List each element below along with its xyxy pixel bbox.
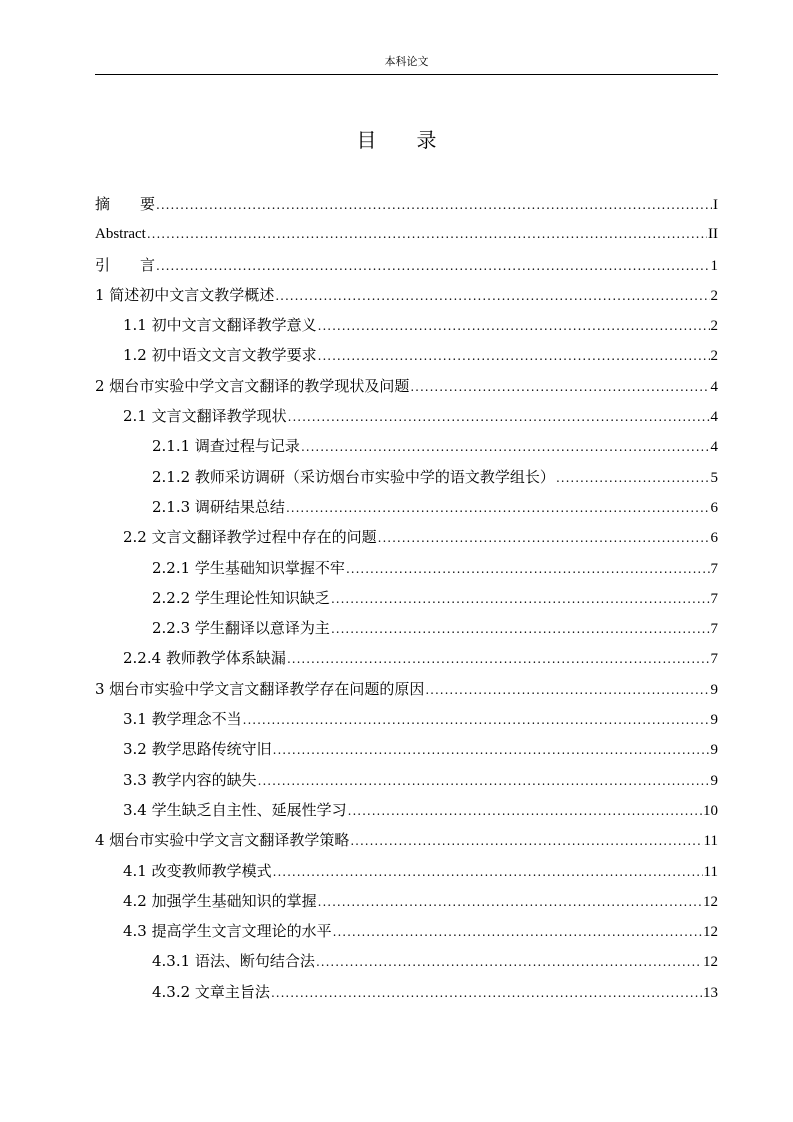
- toc-leader-dots: [301, 433, 710, 461]
- toc-entry-label: 3.4 学生缺乏自主性、延展性学习: [123, 800, 347, 819]
- toc-leader-dots: [425, 676, 709, 704]
- toc-entry[interactable]: [95, 735, 718, 765]
- toc-entry-page: 5: [710, 469, 718, 486]
- toc-entry-label: 2.1 文言文翻译教学现状: [123, 407, 287, 426]
- toc-entry[interactable]: [95, 705, 718, 735]
- toc-entry-label: 4.2 加强学生基础知识的掌握: [123, 891, 317, 910]
- toc-entry-page: 10: [703, 802, 718, 819]
- toc-entry-label: 1 简述初中文言文教学概述: [95, 285, 275, 304]
- toc-entry-page: 7: [710, 560, 718, 577]
- toc-entry[interactable]: [95, 190, 718, 220]
- toc-leader-dots: [271, 979, 702, 1007]
- toc-entry-label: 4 烟台市实验中学文言文翻译教学策略: [95, 831, 350, 850]
- toc-entry-page: 13: [703, 984, 718, 1001]
- toc-leader-dots: [275, 282, 709, 310]
- toc-entry-label: 2.1.3 调研结果总结: [152, 497, 285, 516]
- toc-entry[interactable]: [95, 675, 718, 705]
- toc-entry-label: 4.1 改变教师教学模式: [123, 861, 272, 880]
- header-rule: [95, 74, 718, 75]
- toc-entry[interactable]: [95, 978, 718, 1008]
- toc-entry-page: 2: [710, 348, 718, 365]
- toc-entry-label: 2.2.3 学生翻译以意译为主: [152, 619, 330, 638]
- toc-entry-page: 2: [710, 318, 718, 335]
- toc-entry-page: 7: [710, 621, 718, 638]
- toc-entry[interactable]: [95, 796, 718, 826]
- toc-leader-dots: [378, 524, 710, 552]
- toc-leader-dots: [318, 312, 710, 340]
- toc-entry-page: I: [713, 197, 718, 213]
- toc-leader-dots: [331, 615, 710, 643]
- toc-entry-label: 3 烟台市实验中学文言文翻译教学存在问题的原因: [95, 679, 425, 698]
- toc-entry[interactable]: [95, 644, 718, 674]
- toc-entry-page: 7: [710, 590, 718, 607]
- toc-entry-page: 11: [703, 863, 718, 880]
- toc-leader-dots: [147, 220, 707, 248]
- toc-leader-dots: [350, 827, 702, 855]
- toc-entry-page: 9: [710, 742, 718, 759]
- toc-entry[interactable]: [95, 220, 718, 250]
- toc-entry-page: 4: [710, 409, 718, 426]
- toc-leader-dots: [318, 342, 710, 370]
- toc-leader-dots: [318, 888, 702, 916]
- toc-leader-dots: [243, 706, 710, 734]
- toc-entry[interactable]: [95, 887, 718, 917]
- toc-entry-page: 4: [710, 439, 718, 456]
- toc-leader-dots: [273, 736, 710, 764]
- toc-leader-dots: [156, 191, 712, 219]
- toc-leader-dots: [333, 918, 702, 946]
- toc-entry-page: II: [708, 226, 718, 243]
- toc-entry-label: 摘 要: [95, 195, 156, 213]
- page-header: 本科论文: [384, 55, 429, 68]
- toc-entry-label: 3.2 教学思路传统守旧: [123, 740, 272, 759]
- toc-leader-dots: [556, 464, 710, 492]
- toc-entry[interactable]: [95, 432, 718, 462]
- toc-entry[interactable]: [95, 917, 718, 947]
- toc-entry-label: 2.2.1 学生基础知识掌握不牢: [152, 558, 345, 577]
- toc-entry[interactable]: [95, 402, 718, 432]
- toc-entry-page: 6: [710, 499, 718, 516]
- toc-entry-label: 2.2.2 学生理论性知识缺乏: [152, 588, 330, 607]
- toc-entry[interactable]: [95, 584, 718, 614]
- toc-entry-label: 3.1 教学理念不当: [123, 710, 242, 729]
- toc-leader-dots: [316, 948, 702, 976]
- toc-entry[interactable]: [95, 826, 718, 856]
- toc-entry-page: 1: [710, 257, 718, 274]
- toc-entry-label: 3.3 教学内容的缺失: [123, 770, 257, 789]
- toc-leader-dots: [346, 555, 710, 583]
- toc-entry-label: 2.2 文言文翻译教学过程中存在的问题: [123, 528, 377, 547]
- toc-entry-label: 引 言: [95, 255, 156, 274]
- toc-leader-dots: [286, 494, 710, 522]
- toc-leader-dots: [156, 252, 709, 280]
- toc-entry[interactable]: [95, 341, 718, 371]
- toc-leader-dots: [287, 645, 710, 673]
- toc-entry[interactable]: [95, 766, 718, 796]
- toc-entry[interactable]: [95, 523, 718, 553]
- toc-entry-page: 12: [703, 954, 718, 971]
- toc-leader-dots: [410, 373, 709, 401]
- toc-leader-dots: [273, 858, 703, 886]
- toc-entry-page: 9: [710, 772, 718, 789]
- toc-entry-label: 1.1 初中文言文翻译教学意义: [123, 316, 317, 335]
- toc-entry-page: 7: [710, 651, 718, 668]
- toc-leader-dots: [331, 585, 710, 613]
- toc-entry-page: 9: [710, 681, 718, 698]
- toc-entry-page: 12: [703, 924, 718, 941]
- toc-entry-page: 11: [703, 833, 718, 850]
- toc-entry[interactable]: [95, 554, 718, 584]
- toc-entry-label: 4.3 提高学生文言文理论的水平: [123, 922, 332, 941]
- toc-entry[interactable]: [95, 311, 718, 341]
- toc-entry[interactable]: [95, 493, 718, 523]
- toc-entry[interactable]: [95, 372, 718, 402]
- toc-entry-label: 4.3.2 文章主旨法: [152, 982, 270, 1001]
- toc-entry-label: 1.2 初中语文文言文教学要求: [123, 346, 317, 365]
- toc-entry-page: 9: [710, 712, 718, 729]
- toc-entry[interactable]: [95, 857, 718, 887]
- toc-entry[interactable]: [95, 281, 718, 311]
- page-title: 目 录: [356, 128, 437, 152]
- toc-entry-label: Abstract: [95, 226, 146, 243]
- toc-entry-page: 2: [710, 287, 718, 304]
- toc-entry[interactable]: [95, 463, 718, 493]
- toc-leader-dots: [258, 767, 710, 795]
- toc-entry[interactable]: [95, 251, 718, 281]
- toc-entry[interactable]: [95, 614, 718, 644]
- toc-entry-label: 2.1.2 教师采访调研（采访烟台市实验中学的语文教学组长）: [152, 467, 555, 486]
- toc-entry-page: 4: [710, 378, 718, 395]
- toc-entry-label: 2.1.1 调查过程与记录: [152, 437, 300, 456]
- toc-entry-page: 6: [710, 530, 718, 547]
- toc-leader-dots: [348, 797, 702, 825]
- toc-entry-label: 2.2.4 教师教学体系缺漏: [123, 649, 286, 668]
- toc-entry-label: 2 烟台市实验中学文言文翻译的教学现状及问题: [95, 376, 410, 395]
- table-of-contents: [95, 190, 718, 1008]
- toc-leader-dots: [288, 403, 710, 431]
- toc-entry[interactable]: [95, 947, 718, 977]
- toc-entry-label: 4.3.1 语法、断句结合法: [152, 952, 315, 971]
- toc-entry-page: 12: [703, 893, 718, 910]
